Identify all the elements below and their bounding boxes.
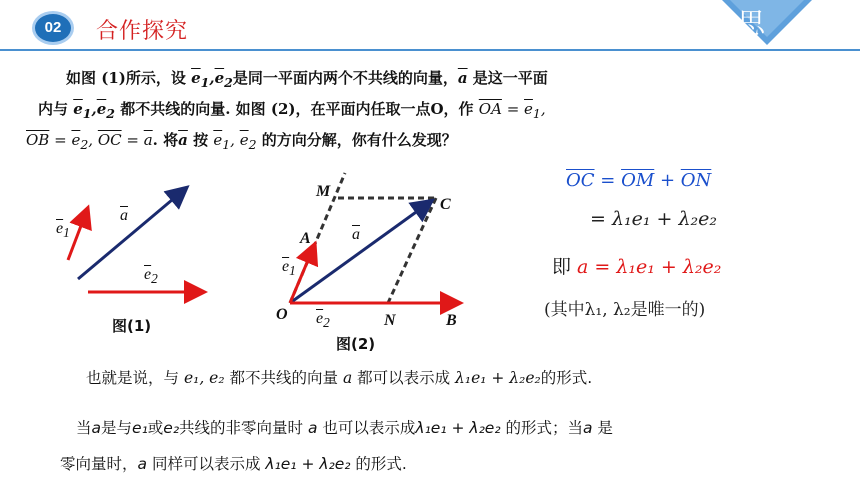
fig1-label-a: $\overline{a}$ [120, 207, 128, 224]
header-rule [0, 49, 860, 51]
formula-line-4: (其中λ₁, λ₂是唯一的) [544, 300, 706, 320]
fig2-label-N: N [384, 312, 396, 329]
intro-line-2: 内与 $\overline{e}_1,\overline{e}_2$ 都不共线的向量. 如图 (2)，在平面内任取一点O，作 $\overline{OA} = \overline{e}_1$, [38, 100, 546, 121]
formula-line-3: 即 a = λ₁e₁ + λ₂e₂ [552, 256, 722, 278]
formula-line-1: $\overline{OC} = \overline{OM} + \overline{ON}$ [566, 170, 712, 191]
summary-line-2: 当a是与e₁或e₂共线的非零向量时 a 也可以表示成λ₁e₁ + λ₂e₂ 的形式；当a 是 [76, 419, 613, 437]
fig2-label-A: A [300, 230, 311, 247]
fig2-label-a: $\overline{a}$ [352, 226, 360, 243]
fig1-label-e2: $\overline{e}_2$ [144, 266, 158, 287]
fig2-label-M: M [316, 183, 331, 200]
fig2-caption: 图(2) [336, 335, 376, 353]
fig2-label-C: C [440, 196, 451, 213]
fig1-a-vector [78, 189, 185, 279]
page-title: 合作探究 [96, 19, 189, 44]
fig2-label-e1: $\overline{e}_1$ [282, 258, 296, 279]
formula-line-2: = λ₁e₁ + λ₂e₂ [590, 208, 717, 230]
figure-1 [40, 175, 240, 305]
fig2-label-B: B [446, 312, 457, 329]
fig1-label-e1: $\overline{e}_1$ [56, 220, 70, 241]
summary-line-3: 零向量时，a 同样可以表示成 λ₁e₁ + λ₂e₂ 的形式. [60, 455, 407, 473]
corner-label: 思 [737, 7, 766, 40]
section-badge: 02 [32, 11, 74, 45]
intro-line-3: $\overline{OB} = \overline{e}_2$, $\overline{OC} = \overline{a}$. 将$\overline{a}$ 按 $\overline{e}_1$, $\overline{e}_2$ 的方向分解，你有什么发现？ [26, 131, 457, 152]
fig1-e1-vector [68, 210, 87, 260]
summary-line-1: 也就是说，与 e₁, e₂ 都不共线的向量 a 都可以表示成 λ₁e₁ + λ₂e₂的形式. [86, 369, 593, 387]
intro-line-1: 如图 (1)所示，设 $\overline{e}_1,\overline{e}_2$是同一平面内两个不共线的向量，$\overline{a}$ 是这一平面 [66, 69, 548, 90]
corner-tab [722, 0, 812, 45]
fig2-label-O: O [276, 306, 288, 323]
fig1-caption: 图(1) [112, 317, 152, 335]
fig2-label-e2: $\overline{e}_2$ [316, 310, 330, 331]
